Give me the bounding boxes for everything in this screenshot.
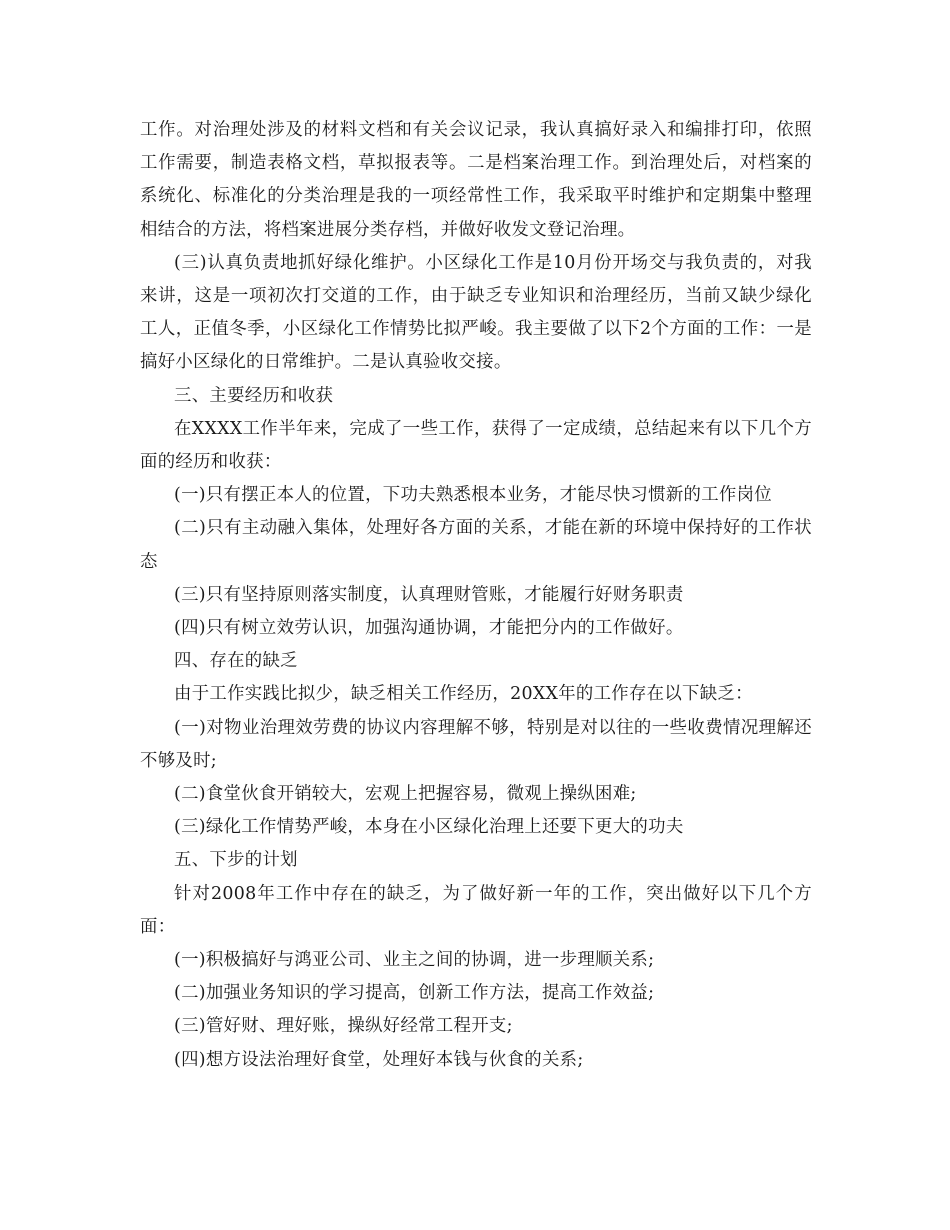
paragraph-shortcomings-intro: 由于工作实践比拟少，缺乏相关工作经历，20XX年的工作存在以下缺乏： — [174, 684, 753, 705]
paragraph-greening-maintenance: (三)认真负责地抓好绿化维护。小区绿化工作是10月份开场交与我负责的，对我来讲，这是一项初次打交道的工作，由于缺乏专业知识和治理经历，当前又缺少绿化工人，正值冬季，小区绿化工作情势比拟严峻。我主要做了以下2个方面的工作：一是搞好小区绿化的日常维护。二是认真验收交接。 — [140, 252, 812, 373]
section-heading-shortcomings: 四、存在的缺乏 — [174, 651, 298, 672]
list-item-shortcoming-3: (三)绿化工作情势严峻，本身在小区绿化治理上还要下更大的功夫 — [174, 817, 684, 838]
document-body — [140, 114, 812, 1077]
list-item-plan-1: (一)积极搞好与鸿亚公司、业主之间的协调，进一步理顺关系; — [174, 950, 655, 971]
list-item-plan-2: (二)加强业务知识的学习提高，创新工作方法，提高工作效益; — [174, 983, 655, 1004]
paragraph-archive-work: 工作。对治理处涉及的材料文档和有关会议记录，我认真搞好录入和编排打印，依照工作需要，制造表格文档，草拟报表等。二是档案治理工作。到治理处后，对档案的系统化、标准化的分类治理是我的一项经常性工作，我采取平时维护和定期集中整理相结合的方法，将档案进展分类存档，并做好收发文登记治理。 — [140, 120, 812, 240]
section-heading-next-plan: 五、下步的计划 — [174, 850, 298, 871]
list-item-experience-3: (三)只有坚持原则落实制度，认真理财管账，才能履行好财务职责 — [174, 584, 684, 605]
section-heading-experience: 三、主要经历和收获 — [174, 385, 334, 406]
list-item-experience-2: (二)只有主动融入集体，处理好各方面的关系，才能在新的环境中保持好的工作状态 — [140, 518, 812, 572]
list-item-shortcoming-2: (二)食堂伙食开销较大，宏观上把握容易，微观上操纵困难; — [174, 784, 637, 805]
list-item-plan-3: (三)管好财、理好账，操纵好经常工程开支; — [174, 1016, 513, 1037]
paragraph-experience-intro: 在XXXX工作半年来，完成了一些工作，获得了一定成绩，总结起来有以下几个方面的经历和收获： — [140, 418, 812, 473]
list-item-shortcoming-1: (一)对物业治理效劳费的协议内容理解不够，特别是对以往的一些收费情况理解还不够及时; — [140, 717, 812, 771]
list-item-plan-4: (四)想方设法治理好食堂，处理好本钱与伙食的关系; — [174, 1049, 584, 1070]
list-item-experience-1: (一)只有摆正本人的位置，下功夫熟悉根本业务，才能尽快习惯新的工作岗位 — [174, 485, 772, 506]
list-item-experience-4: (四)只有树立效劳认识，加强沟通协调，才能把分内的工作做好。 — [174, 618, 684, 639]
paragraph-plan-intro: 针对2008年工作中存在的缺乏，为了做好新一年的工作，突出做好以下几个方面： — [140, 883, 812, 937]
